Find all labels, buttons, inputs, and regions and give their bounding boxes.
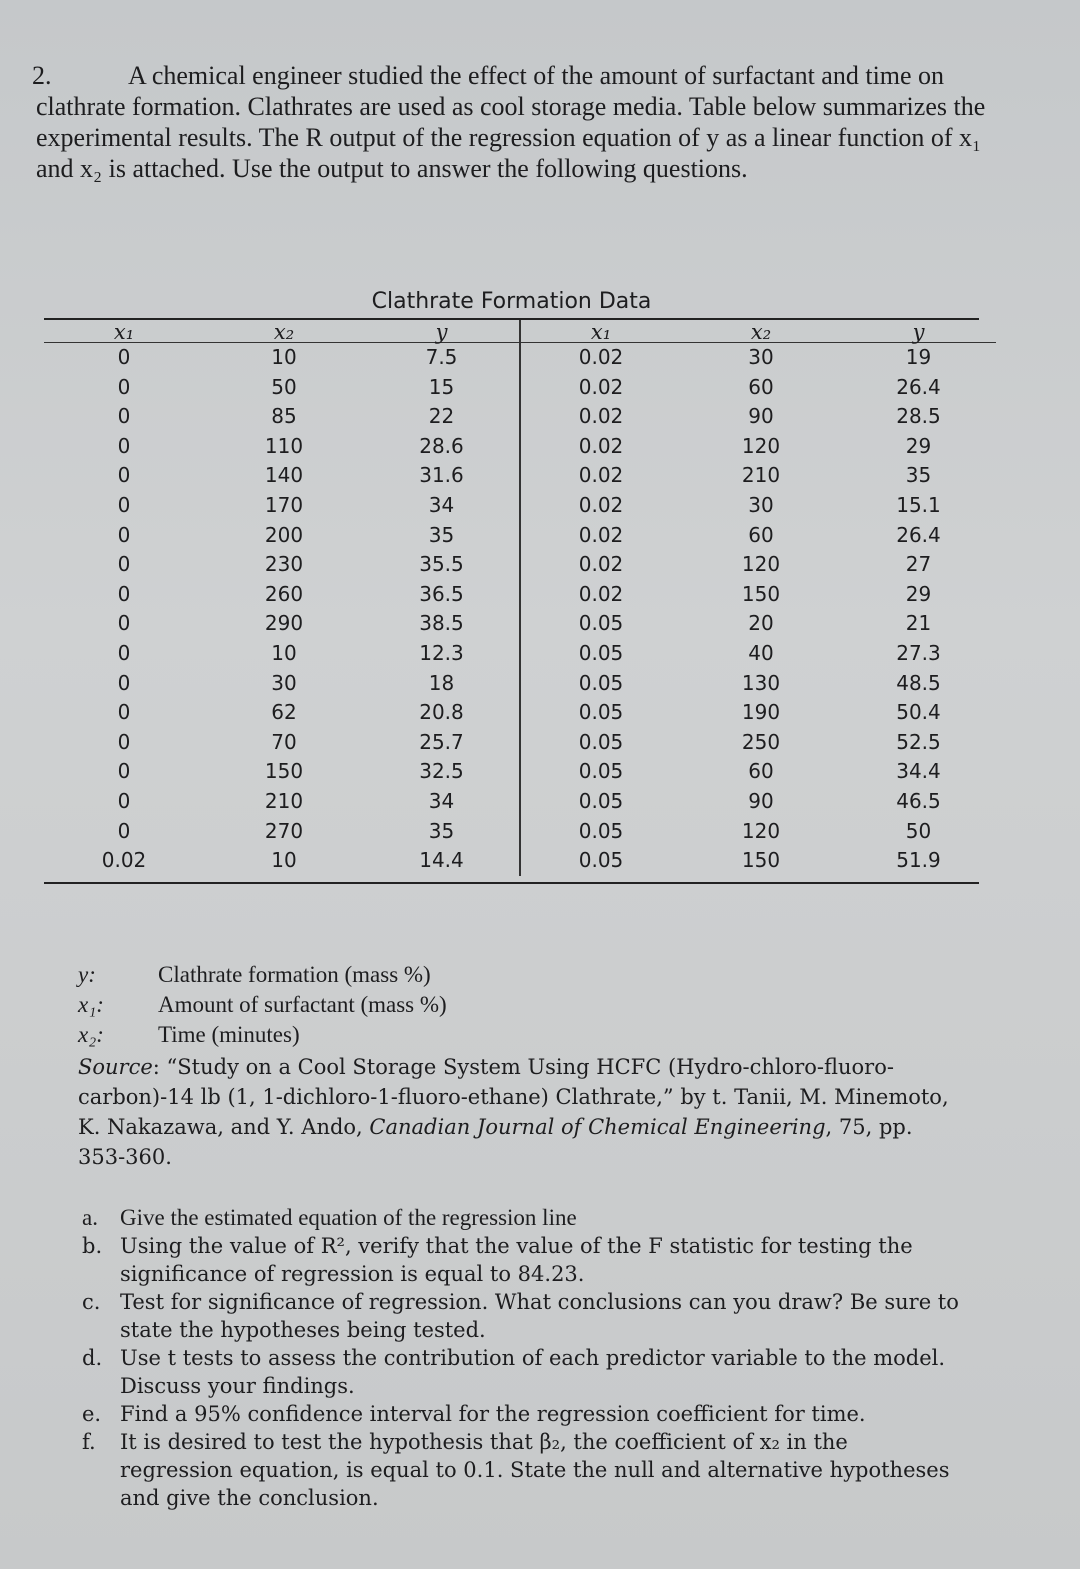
source-citation: [78, 1052, 958, 1172]
table-cell: 0: [117, 700, 131, 725]
table-cell: 0.05: [578, 788, 624, 813]
table-cell: 250: [741, 729, 781, 754]
table-cell: 120: [741, 552, 781, 577]
table-cell: 12.3: [419, 640, 464, 665]
table-cell: 21: [905, 611, 932, 636]
table-cell: 210: [741, 463, 781, 488]
table-row: [521, 373, 996, 403]
table-cell: 85: [271, 404, 297, 429]
source-text: : “Study on a Cool Storage System Using HCFC (Hydro-chloro-fluoro-carbon)-14 lb (1, 1-dichloro-1-fluoro-ethane) Clathrate,” by t. Tanii, M. Minemoto, K. Nakazawa, and Y. Ando,: [78, 1055, 949, 1139]
table-cell: 0: [117, 345, 131, 369]
table-cell: 110: [264, 433, 304, 458]
table-row: [44, 669, 519, 699]
table-cell: 35.5: [419, 552, 464, 577]
table-cell: 50: [905, 818, 932, 843]
table-cell: 290: [264, 611, 304, 636]
table-cell: 19: [905, 345, 932, 369]
table-cell: 0.02: [578, 345, 624, 369]
table-cell: 0: [117, 492, 131, 517]
question-text: Find a 95% confidence interval for the regression coefficient for time.: [120, 1402, 866, 1426]
table-row: [44, 343, 519, 373]
question-text: Using the value of R², verify that the value of the F statistic for testing the significance of regression is equal to 84.23.: [120, 1234, 913, 1286]
legend-desc: Time (minutes): [158, 1022, 300, 1047]
table-cell: 120: [741, 433, 781, 458]
table-cell: 7.5: [425, 345, 458, 369]
table-cell: 170: [264, 492, 304, 517]
question-label: a.: [82, 1205, 98, 1230]
table-row: [521, 846, 996, 876]
table-cell: 10: [271, 848, 297, 873]
table-cell: 0.02: [578, 374, 624, 399]
table-row: [521, 817, 996, 847]
problem-number: 2.: [32, 61, 52, 90]
table-cell: 0.02: [578, 581, 624, 606]
table-cell: 0: [117, 611, 131, 636]
table-cell: 25.7: [419, 729, 464, 754]
table-row: [521, 787, 996, 817]
table-cell: 20: [748, 611, 774, 636]
table-cell: 0.05: [578, 611, 624, 636]
table-row: [44, 491, 519, 521]
table-left-half: [44, 320, 521, 876]
legend-symbol: y:: [78, 962, 96, 987]
question-label: e.: [82, 1402, 102, 1426]
table-cell: 230: [264, 552, 304, 577]
table-row: [44, 373, 519, 403]
table-cell: 0.02: [578, 404, 624, 429]
table-cell: 35: [428, 522, 455, 547]
question-text: Give the estimated equation of the regression line: [120, 1205, 577, 1230]
table-cell: 10: [271, 345, 297, 369]
table-cell: 0: [117, 522, 131, 547]
table-cell: 0.05: [578, 818, 624, 843]
legend-item: [78, 1020, 447, 1050]
table-cell: 20.8: [419, 700, 464, 725]
table-row: [521, 669, 996, 699]
table-row: [521, 609, 996, 639]
table-cell: 270: [264, 818, 304, 843]
table-cell: 130: [741, 670, 781, 695]
question-list: [82, 1204, 962, 1512]
table-cell: 0: [117, 374, 131, 399]
question-item: [82, 1204, 962, 1232]
table-cell: 150: [741, 581, 781, 606]
table-cell: 38.5: [419, 611, 464, 636]
question-label: d.: [82, 1346, 103, 1370]
table-right-half: [521, 320, 996, 876]
table-cell: 10: [271, 640, 297, 665]
question-text: Test for significance of regression. What conclusions can you draw? Be sure to state the hypotheses being tested.: [120, 1290, 959, 1342]
table-cell: 150: [264, 759, 304, 784]
table-cell: 120: [741, 818, 781, 843]
legend-item: [78, 990, 447, 1020]
table-right-body: [521, 343, 996, 876]
table-cell: 22: [428, 404, 455, 429]
problem-statement: [32, 60, 986, 184]
header-x2: x₂: [273, 320, 295, 344]
header-x1: x₁: [113, 320, 135, 344]
table-cell: 60: [748, 759, 774, 784]
legend-desc: Clathrate formation (mass %): [158, 962, 431, 987]
table-cell: 0.05: [578, 759, 624, 784]
table-cell: 60: [748, 522, 774, 547]
table-cell: 0.05: [578, 700, 624, 725]
question-item: [82, 1428, 962, 1512]
table-row: [521, 728, 996, 758]
table-cell: 31.6: [419, 463, 464, 488]
table-cell: 90: [748, 404, 774, 429]
table-cell: 0.02: [578, 522, 624, 547]
table-cell: 0: [117, 581, 131, 606]
data-table: [44, 286, 979, 884]
table-cell: 35: [905, 463, 932, 488]
table-cell: 0: [117, 818, 131, 843]
table-cell: 26.4: [896, 522, 941, 547]
question-text: Use t tests to assess the contribution of each predictor variable to the model. Discuss your findings.: [120, 1346, 946, 1398]
table-cell: 29: [905, 581, 932, 606]
table-cell: 14.4: [419, 848, 464, 873]
table-cell: 0: [117, 670, 131, 695]
source-pages: , 75, pp. 353-360.: [78, 1115, 913, 1169]
table-row: [521, 580, 996, 610]
table-cell: 150: [741, 848, 781, 873]
table-cell: 0.02: [578, 463, 624, 488]
table-cell: 260: [264, 581, 304, 606]
legend-desc: Amount of surfactant (mass %): [158, 992, 447, 1017]
table-row: [44, 639, 519, 669]
table-cell: 0: [117, 640, 131, 665]
table-cell: 27.3: [896, 640, 941, 665]
table-cell: 29: [905, 433, 932, 458]
legend-symbol: x₂:: [78, 1022, 104, 1047]
table-cell: 15: [428, 374, 455, 399]
question-label: c.: [82, 1290, 101, 1314]
question-item: [82, 1288, 962, 1344]
table-cell: 0: [117, 552, 131, 577]
table-row: [44, 609, 519, 639]
table-caption: Clathrate Formation Data: [371, 289, 652, 314]
table-cell: 0: [117, 759, 131, 784]
table-cell: 0.05: [578, 670, 624, 695]
source-journal: Canadian Journal of Chemical Engineering: [369, 1115, 826, 1139]
table-cell: 52.5: [896, 729, 941, 754]
table-cell: 0: [117, 729, 131, 754]
header-y: y: [435, 320, 448, 344]
table-row: [44, 550, 519, 580]
table-row: [521, 521, 996, 551]
table-row: [44, 521, 519, 551]
table-cell: 30: [748, 345, 774, 369]
table-row: [44, 698, 519, 728]
table-row: [44, 817, 519, 847]
table-row: [44, 580, 519, 610]
table-cell: 62: [271, 700, 297, 725]
table-cell: 0: [117, 433, 131, 458]
question-item: [82, 1400, 962, 1428]
table-row: [521, 698, 996, 728]
table-row: [44, 846, 519, 876]
table-cell: 18: [428, 670, 455, 695]
table-row: [44, 461, 519, 491]
table-cell: 90: [748, 788, 774, 813]
table-row: [521, 461, 996, 491]
header-y: y: [912, 320, 925, 344]
question-item: [82, 1344, 962, 1400]
table-cell: 0: [117, 463, 131, 488]
table-cell: 34.4: [896, 759, 941, 784]
problem-text: A chemical engineer studied the effect of the amount of surfactant and time on clathrate formation. Clathrates are used as cool storage media. Table below summarizes the experimental results. The R output of the regression equation of y as a linear function of x₁ and x₂ is attached. Use the output to answer the following questions.: [36, 61, 986, 183]
table-cell: 0.02: [578, 552, 624, 577]
table-header-row: [521, 320, 996, 342]
table-cell: 0.02: [578, 433, 624, 458]
question-item: [82, 1232, 962, 1288]
variable-legend: [78, 960, 447, 1050]
table-cell: 0: [117, 404, 131, 429]
question-label: b.: [82, 1234, 103, 1258]
table-row: [521, 491, 996, 521]
legend-symbol: x₁:: [78, 992, 104, 1017]
header-x1: x₁: [590, 320, 612, 344]
table-row: [521, 639, 996, 669]
source-label: Source: [78, 1055, 153, 1079]
table-cell: 40: [748, 640, 774, 665]
table-cell: 28.5: [896, 404, 941, 429]
table-cell: 27: [905, 552, 932, 577]
table-row: [44, 402, 519, 432]
table-cell: 190: [741, 700, 781, 725]
table-cell: 32.5: [419, 759, 464, 784]
table-row: [44, 757, 519, 787]
table-cell: 50.4: [896, 700, 941, 725]
table-row: [521, 550, 996, 580]
table-cell: 210: [264, 788, 304, 813]
header-x2: x₂: [750, 320, 772, 344]
table-cell: 35: [428, 818, 455, 843]
table-cell: 48.5: [896, 670, 941, 695]
table-cell: 46.5: [896, 788, 941, 813]
table-row: [521, 343, 996, 373]
table-row: [521, 402, 996, 432]
table-header-row: [44, 320, 519, 342]
table-row: [521, 757, 996, 787]
table-cell: 15.1: [896, 492, 941, 517]
table-row: [521, 432, 996, 462]
question-label: f.: [82, 1430, 96, 1454]
table-cell: 60: [748, 374, 774, 399]
table-cell: 0.05: [578, 848, 624, 873]
table-cell: 51.9: [896, 848, 941, 873]
table-cell: 70: [271, 729, 297, 754]
table-bottom-rule: [44, 882, 979, 884]
table-cell: 0.05: [578, 640, 624, 665]
table-cell: 36.5: [419, 581, 464, 606]
table-cell: 26.4: [896, 374, 941, 399]
legend-item: [78, 960, 447, 990]
table-cell: 0.05: [578, 729, 624, 754]
table-row: [44, 432, 519, 462]
table-cell: 0.02: [101, 848, 147, 873]
table-cell: 200: [264, 522, 304, 547]
table-cell: 0.02: [578, 492, 624, 517]
table-cell: 30: [271, 670, 297, 695]
table-left-body: [44, 343, 519, 876]
table-cell: 28.6: [419, 433, 464, 458]
table-row: [44, 728, 519, 758]
table-cell: 30: [748, 492, 774, 517]
table-cell: 50: [271, 374, 297, 399]
table-cell: 140: [264, 463, 304, 488]
table-cell: 0: [117, 788, 131, 813]
table-cell: 34: [428, 492, 455, 517]
table-cell: 34: [428, 788, 455, 813]
question-text: It is desired to test the hypothesis that β₂, the coefficient of x₂ in the regression equation, is equal to 0.1. State the null and alternative hypotheses and give the conclusion.: [120, 1430, 950, 1510]
table-row: [44, 787, 519, 817]
